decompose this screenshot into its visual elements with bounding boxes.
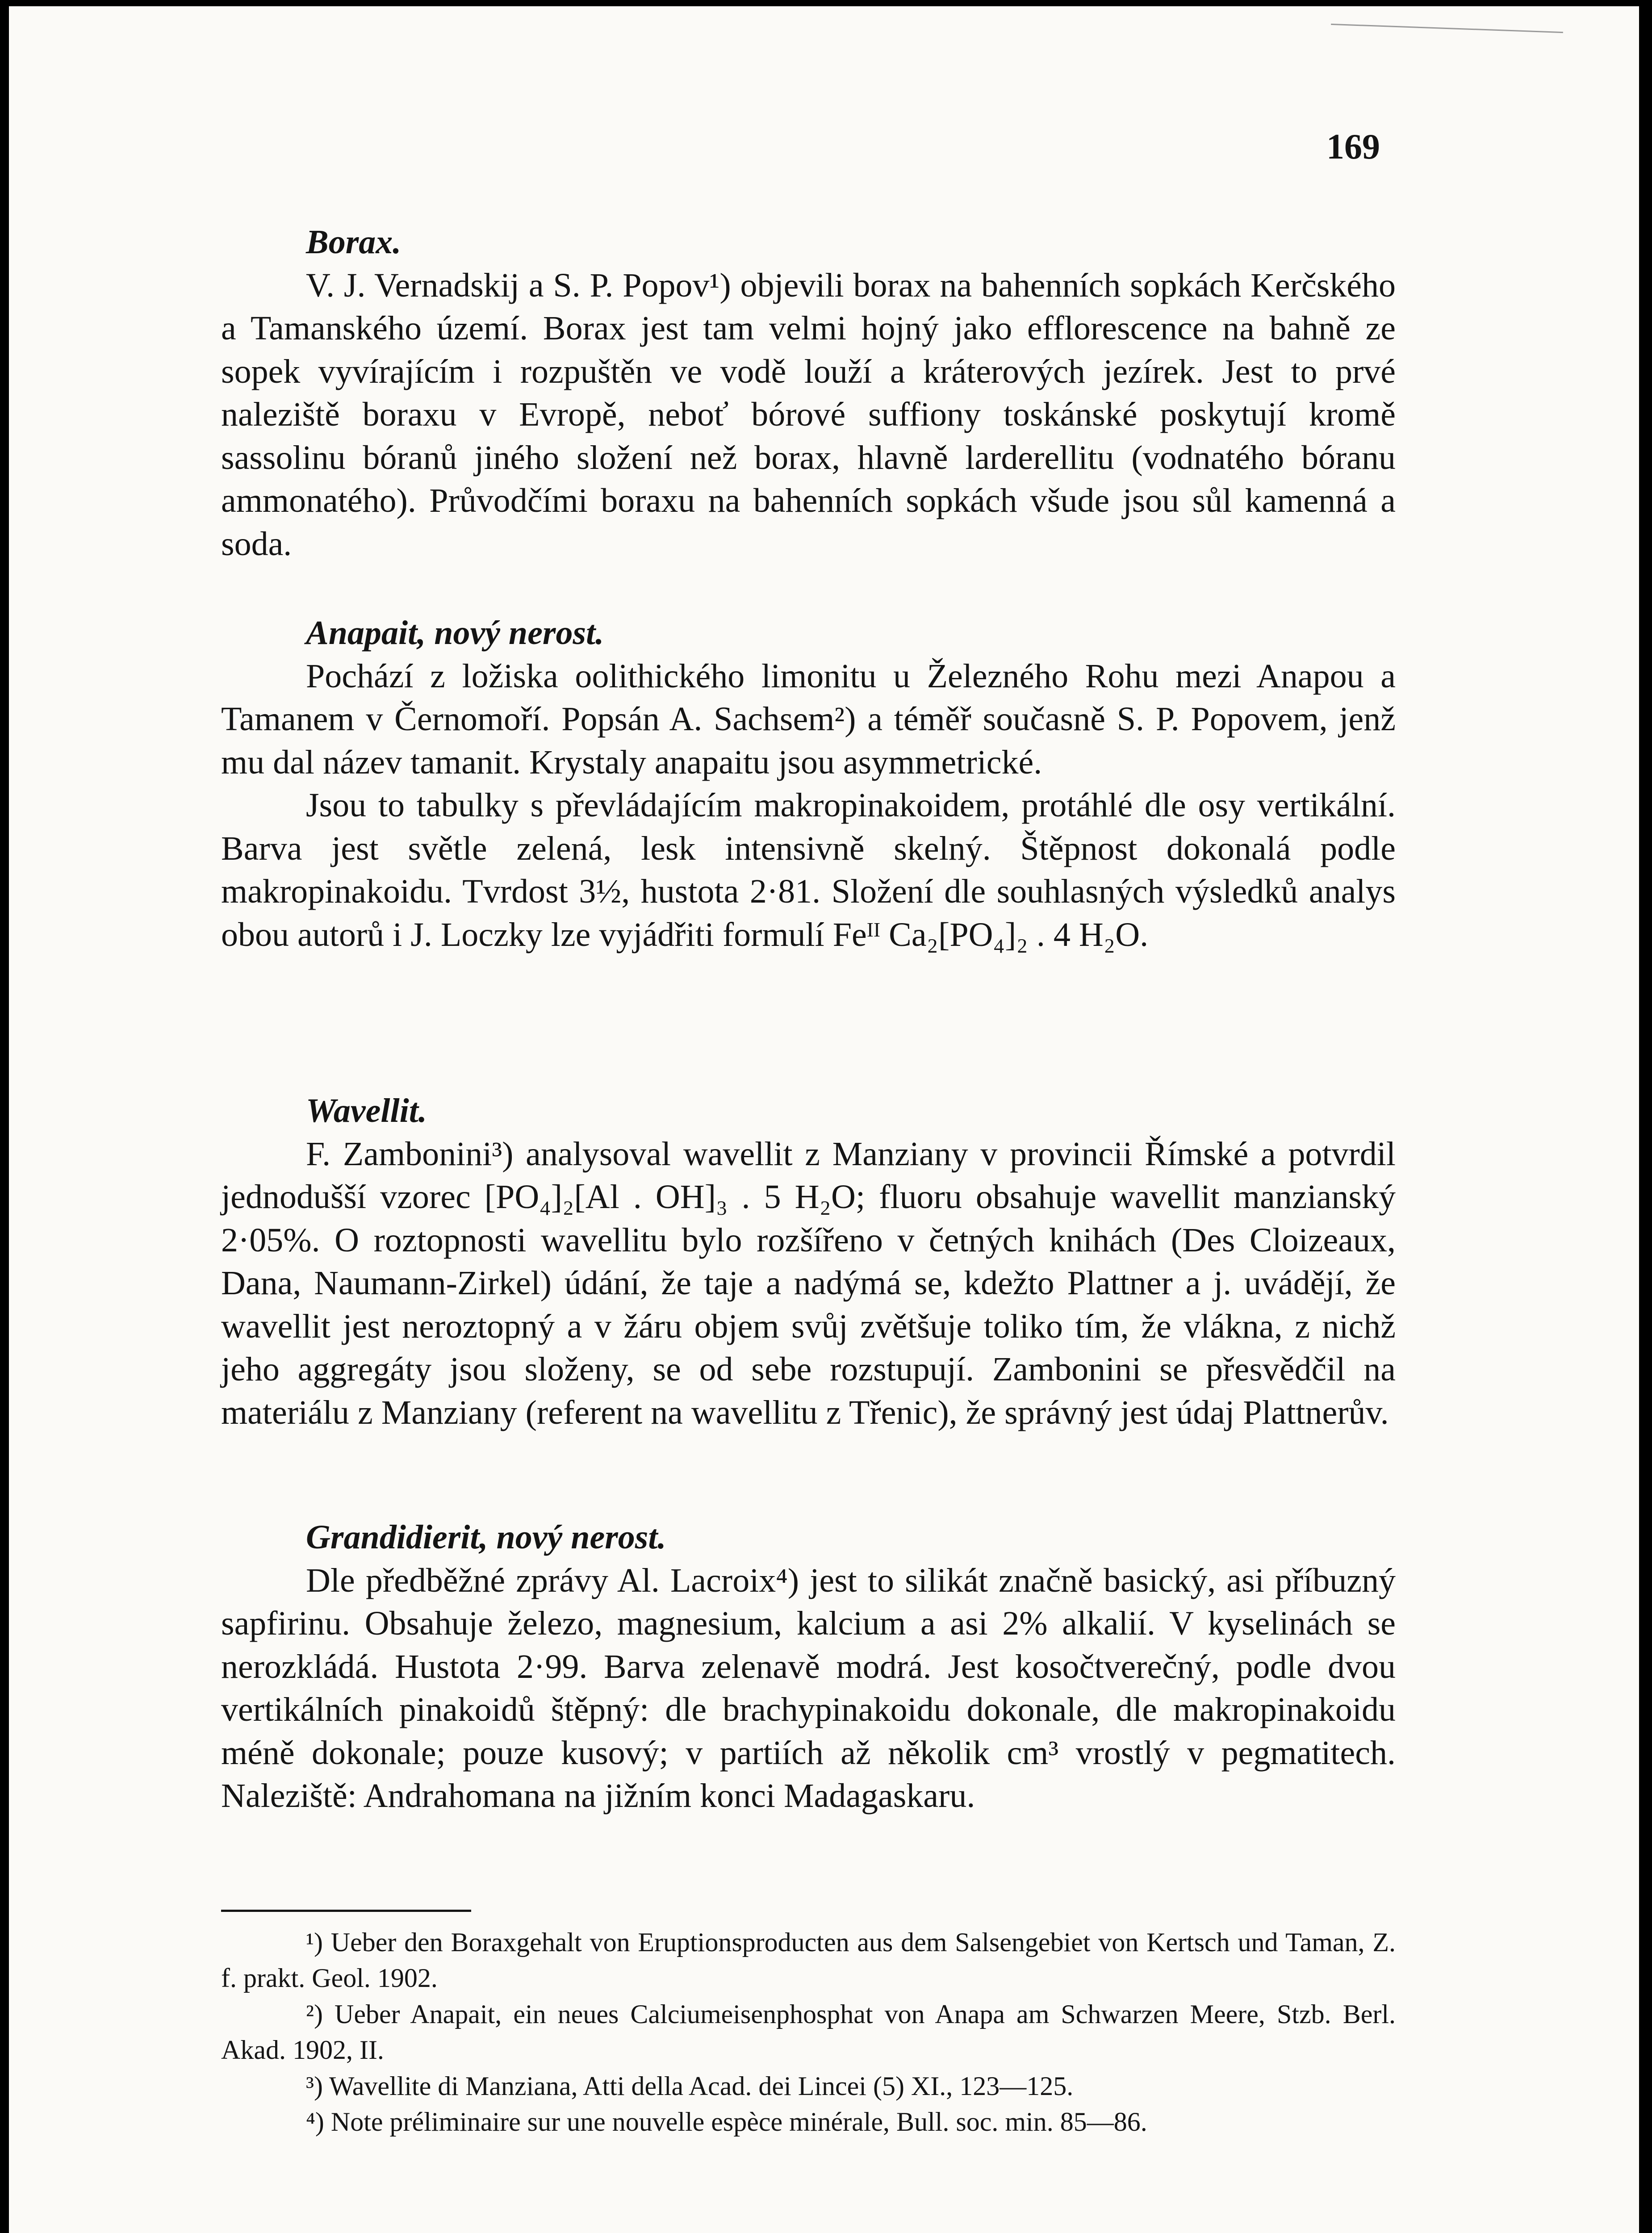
footnote: ³) Wavellite di Manziana, Atti della Acad. dei Lincei (5) XI., 123—125. bbox=[306, 2071, 1074, 2101]
section-heading: Anapait, nový nerost. bbox=[306, 614, 604, 652]
paragraph: V. J. Vernadskij a S. P. Popov¹) objevili borax na bahenních sopkách Kerčského a Tamanského území. Borax jest tam velmi hojný jako efflorescence na bahně ze sopek vyvírajícím i rozpuštěn ve vodě louží a kráterových jezírek. Jest to prvé naleziště boraxu v Evropě, neboť bórové suffiony toskánské poskytují kromě sassolinu bóranů jiného složení než borax, hlavně larderellitu (vodnatého bóranu ammonatého). Průvodčími boraxu na bahenních sopkách všude jsou sůl kamenná a soda. bbox=[221, 266, 1396, 563]
paragraph: F. Zambonini³) analysoval wavellit z Manziany v provincii Římské a potvrdil jednodušší vzorec [PO₄]₂[Al . OH]₃ . 5 H₂O; fluoru obsahuje wavellit manzianský 2·05%. O roztopnosti wavellitu bylo rozšířeno v četných knihách (Des Cloizeaux, Dana, Naumann-Zirkel) údání, že taje a nadýmá se, kdežto Plattner a j. uvádějí, že wavellit jest neroztopný a v žáru objem svůj zvětšuje toliko tím, že vlákna, z nichž jeho aggregáty jsou složeny, se od sebe rozstupují. Zambonini se přesvědčil na materiálu z Manziany (referent na wavellitu z Třenic), že správný jest údaj Plattnerův. bbox=[221, 1135, 1396, 1431]
section-borax bbox=[221, 221, 1396, 565]
scan-edge-mark bbox=[1331, 24, 1563, 33]
section-heading: Wavellit. bbox=[306, 1092, 427, 1129]
section-heading: Borax. bbox=[306, 223, 401, 261]
footnote-divider bbox=[221, 1910, 471, 1912]
section-grandidierit bbox=[221, 1516, 1396, 1818]
footnotes bbox=[221, 1924, 1396, 2140]
paragraph: Jsou to tabulky s převládajícím makropinakoidem, protáhlé dle osy vertikální. Barva jest světle zelená, lesk intensivně skelný. Štěpnost dokonalá podle makropinakoidu. Tvrdost 3½, hustota 2·81. Složení dle souhlasných výsledků analys obou autorů i J. Loczky lze vyjádřiti formulí Feᴵᴵ Ca₂[PO₄]₂ . 4 H₂O. bbox=[221, 786, 1396, 953]
footnote: ⁴) Note préliminaire sur une nouvelle espèce minérale, Bull. soc. min. 85—86. bbox=[306, 2107, 1147, 2137]
section-wavellit bbox=[221, 1089, 1396, 1434]
section-heading: Grandidierit, nový nerost. bbox=[306, 1518, 666, 1556]
footnote: ²) Ueber Anapait, ein neues Calciumeisenphosphat von Anapa am Schwarzen Meere, Stzb. Berl. Akad. 1902, II. bbox=[221, 1999, 1396, 2065]
footnote: ¹) Ueber den Boraxgehalt von Eruptionsproducten aus dem Salsengebiet von Kertsch und Taman, Z. f. prakt. Geol. 1902. bbox=[221, 1928, 1396, 1993]
section-anapait bbox=[221, 611, 1396, 956]
book-page bbox=[9, 6, 1639, 2233]
page-number: 169 bbox=[1326, 127, 1380, 167]
paragraph: Pochází z ložiska oolithického limonitu u Železného Rohu mezi Anapou a Tamanem v Černomoří. Popsán A. Sachsem²) a téměř současně S. P. Popovem, jenž mu dal název tamanit. Krystaly anapaitu jsou asymmetrické. bbox=[221, 657, 1396, 781]
paragraph: Dle předběžné zprávy Al. Lacroix⁴) jest to silikát značně basický, asi příbuzný sapfirinu. Obsahuje železo, magnesium, kalcium a asi 2% alkalií. V kyselinách se nerozkládá. Hustota 2·99. Barva zelenavě modrá. Jest kosočtverečný, podle dvou vertikálních pinakoidů štěpný: dle brachypinakoidu dokonale, dle makropinakoidu méně dokonale; pouze kusový; v partiích až několik cm³ vrostlý v pegmatitech. Naleziště: Andrahomana na jižním konci Madagaskaru. bbox=[221, 1561, 1396, 1815]
